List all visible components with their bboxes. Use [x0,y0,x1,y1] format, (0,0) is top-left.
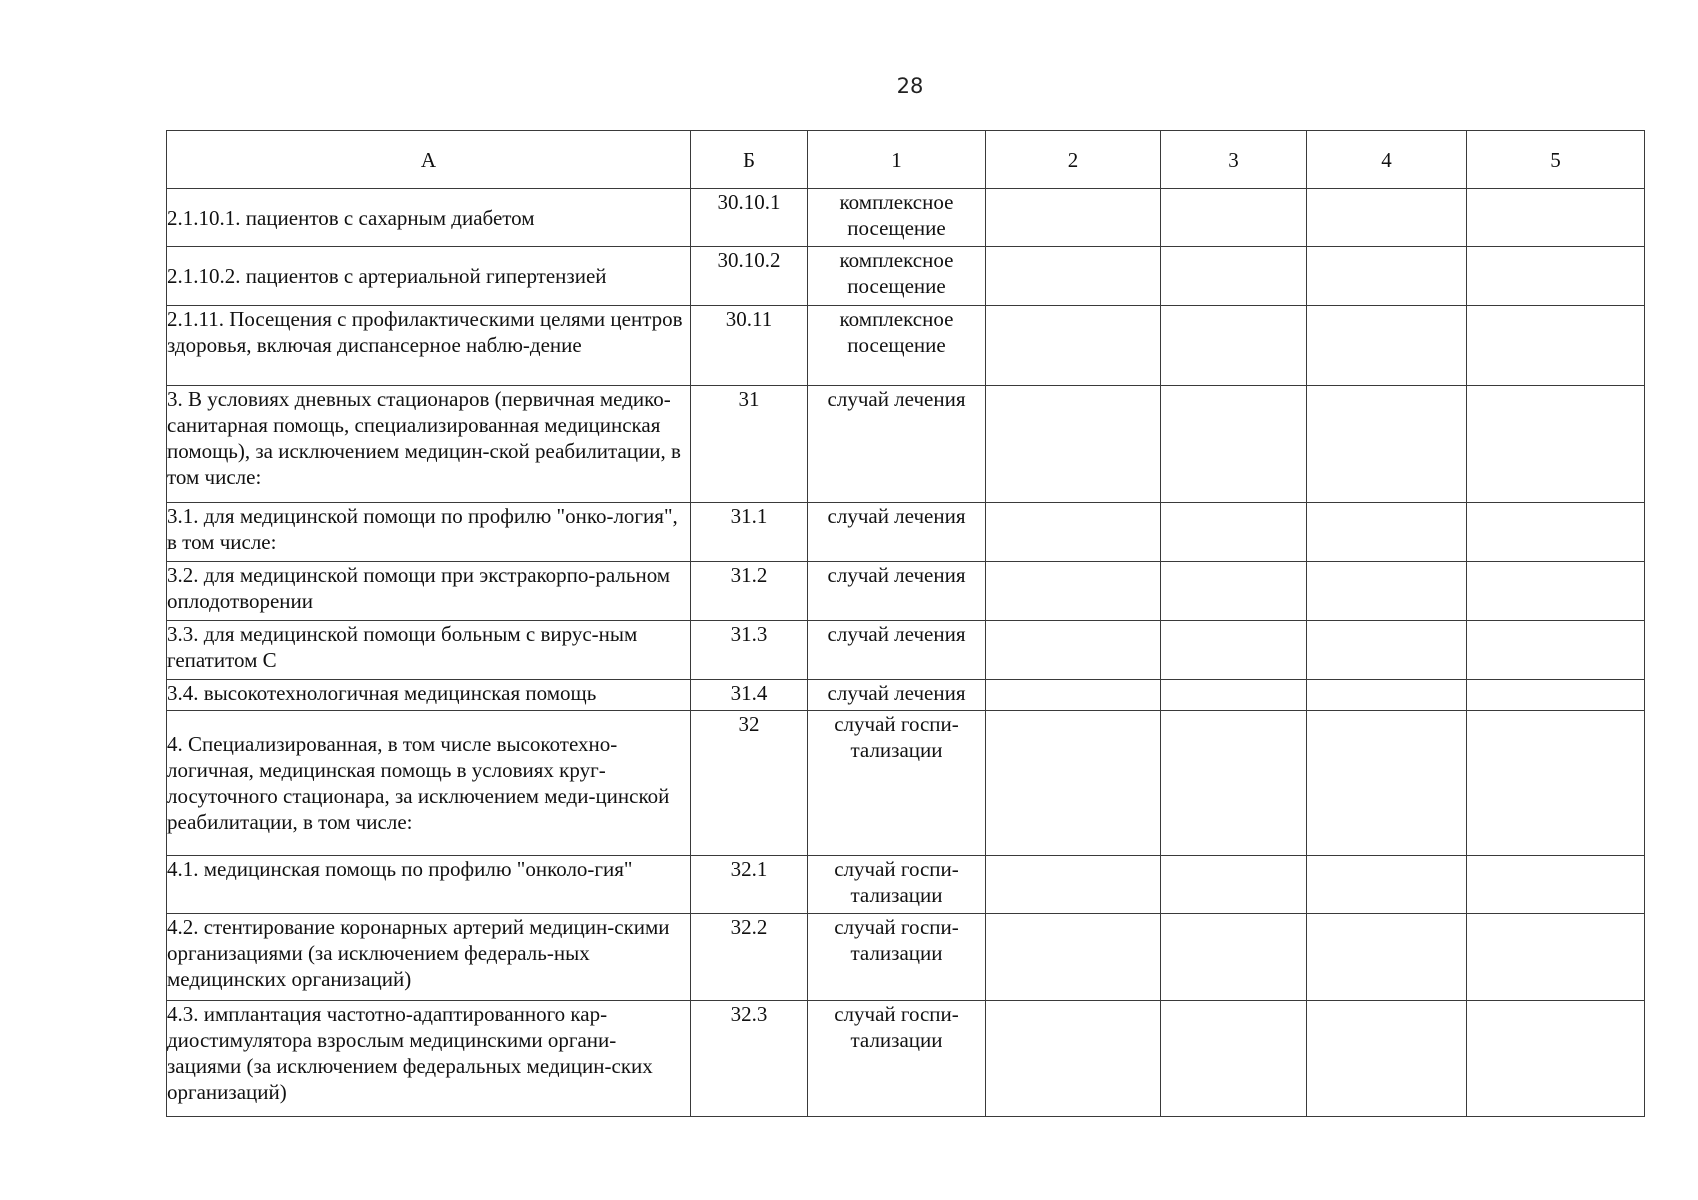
row-name: 3.3. для медицинской помощи больным с вирус-ным гепатитом С [167,621,691,680]
column-header-4: 4 [1307,131,1467,189]
row-name: 4.1. медицинская помощь по профилю "онколо-гия" [167,856,691,914]
column-header-2: 2 [986,131,1161,189]
row-unit: случай лечения [808,386,986,503]
row-value-5 [1467,306,1645,386]
row-code: 30.10.2 [691,247,808,306]
row-value-3 [1161,503,1307,562]
row-value-4 [1307,306,1467,386]
row-name: 3.4. высокотехнологичная медицинская помощь [167,680,691,711]
row-value-4 [1307,562,1467,621]
table-row [167,914,1645,1001]
table-row [167,189,1645,247]
row-value-3 [1161,247,1307,306]
table-row [167,621,1645,680]
row-value-2 [986,503,1161,562]
row-value-3 [1161,680,1307,711]
table-row [167,562,1645,621]
row-name: 3. В условиях дневных стационаров (первичная медико-санитарная помощь, специализированная медицинская помощь), за исключением медицин-ской реабилитации, в том числе: [167,386,691,503]
row-code: 31.3 [691,621,808,680]
row-unit: случай госпи-тализации [808,856,986,914]
row-value-4 [1307,1001,1467,1117]
row-value-5 [1467,711,1645,856]
row-value-3 [1161,189,1307,247]
row-value-3 [1161,621,1307,680]
row-value-2 [986,562,1161,621]
row-code: 32.1 [691,856,808,914]
page-number: 28 [896,74,924,98]
row-unit: случай госпи-тализации [808,914,986,1001]
row-value-5 [1467,562,1645,621]
row-unit: комплексное посещение [808,189,986,247]
row-name: 3.2. для медицинской помощи при экстракорпо-ральном оплодотворении [167,562,691,621]
table-row [167,711,1645,856]
table-row [167,386,1645,503]
row-unit: случай лечения [808,562,986,621]
row-code: 31 [691,386,808,503]
row-code: 31.2 [691,562,808,621]
column-header-3: 3 [1161,131,1307,189]
row-value-3 [1161,856,1307,914]
table-row [167,306,1645,386]
row-value-3 [1161,306,1307,386]
row-name: 2.1.11. Посещения с профилактическими целями центров здоровья, включая диспансерное наблю-дение [167,306,691,386]
row-name: 3.1. для медицинской помощи по профилю "онко-логия", в том числе: [167,503,691,562]
row-value-2 [986,1001,1161,1117]
row-value-2 [986,306,1161,386]
row-value-3 [1161,386,1307,503]
row-value-2 [986,711,1161,856]
row-value-2 [986,386,1161,503]
row-name: 4.3. имплантация частотно-адаптированного кар-диостимулятора взрослым медицинскими органи-зациями (за исключением федеральных медицин-ских организаций) [167,1001,691,1117]
row-value-5 [1467,189,1645,247]
row-value-4 [1307,247,1467,306]
row-unit: случай лечения [808,621,986,680]
row-value-3 [1161,711,1307,856]
table-row [167,503,1645,562]
column-header-b: Б [691,131,808,189]
row-unit: комплексное посещение [808,247,986,306]
row-value-3 [1161,1001,1307,1117]
row-value-4 [1307,621,1467,680]
table-row [167,1001,1645,1117]
data-table [166,130,1645,1117]
row-value-5 [1467,621,1645,680]
header-row [167,131,1645,189]
table-row [167,680,1645,711]
row-code: 32.2 [691,914,808,1001]
row-unit: случай лечения [808,503,986,562]
row-name: 2.1.10.2. пациентов с артериальной гипертензией [167,247,691,306]
row-value-5 [1467,503,1645,562]
row-value-5 [1467,247,1645,306]
row-code: 30.11 [691,306,808,386]
row-value-2 [986,680,1161,711]
row-value-4 [1307,856,1467,914]
row-code: 31.1 [691,503,808,562]
row-value-2 [986,189,1161,247]
row-value-4 [1307,386,1467,503]
row-value-4 [1307,914,1467,1001]
row-code: 32.3 [691,1001,808,1117]
row-unit: случай лечения [808,680,986,711]
row-value-5 [1467,914,1645,1001]
column-header-a: А [167,131,691,189]
row-value-4 [1307,680,1467,711]
row-value-3 [1161,562,1307,621]
row-name: 4. Специализированная, в том числе высокотехно-логичная, медицинская помощь в условиях круг-лосуточного стационара, за исключением меди-цинской реабилитации, в том числе: [167,711,691,856]
row-value-2 [986,856,1161,914]
column-header-5: 5 [1467,131,1645,189]
row-unit: случай госпи-тализации [808,711,986,856]
row-value-2 [986,914,1161,1001]
row-name: 2.1.10.1. пациентов с сахарным диабетом [167,189,691,247]
table-row [167,856,1645,914]
row-name: 4.2. стентирование коронарных артерий медицин-скими организациями (за исключением федераль-ных медицинских организаций) [167,914,691,1001]
row-value-4 [1307,503,1467,562]
row-value-4 [1307,189,1467,247]
row-unit: комплексное посещение [808,306,986,386]
row-value-3 [1161,914,1307,1001]
row-value-5 [1467,680,1645,711]
row-value-5 [1467,1001,1645,1117]
row-code: 31.4 [691,680,808,711]
table-row [167,247,1645,306]
row-value-4 [1307,711,1467,856]
row-code: 32 [691,711,808,856]
row-value-5 [1467,856,1645,914]
row-code: 30.10.1 [691,189,808,247]
row-value-2 [986,621,1161,680]
row-value-2 [986,247,1161,306]
column-header-1: 1 [808,131,986,189]
row-value-5 [1467,386,1645,503]
row-unit: случай госпи-тализации [808,1001,986,1117]
